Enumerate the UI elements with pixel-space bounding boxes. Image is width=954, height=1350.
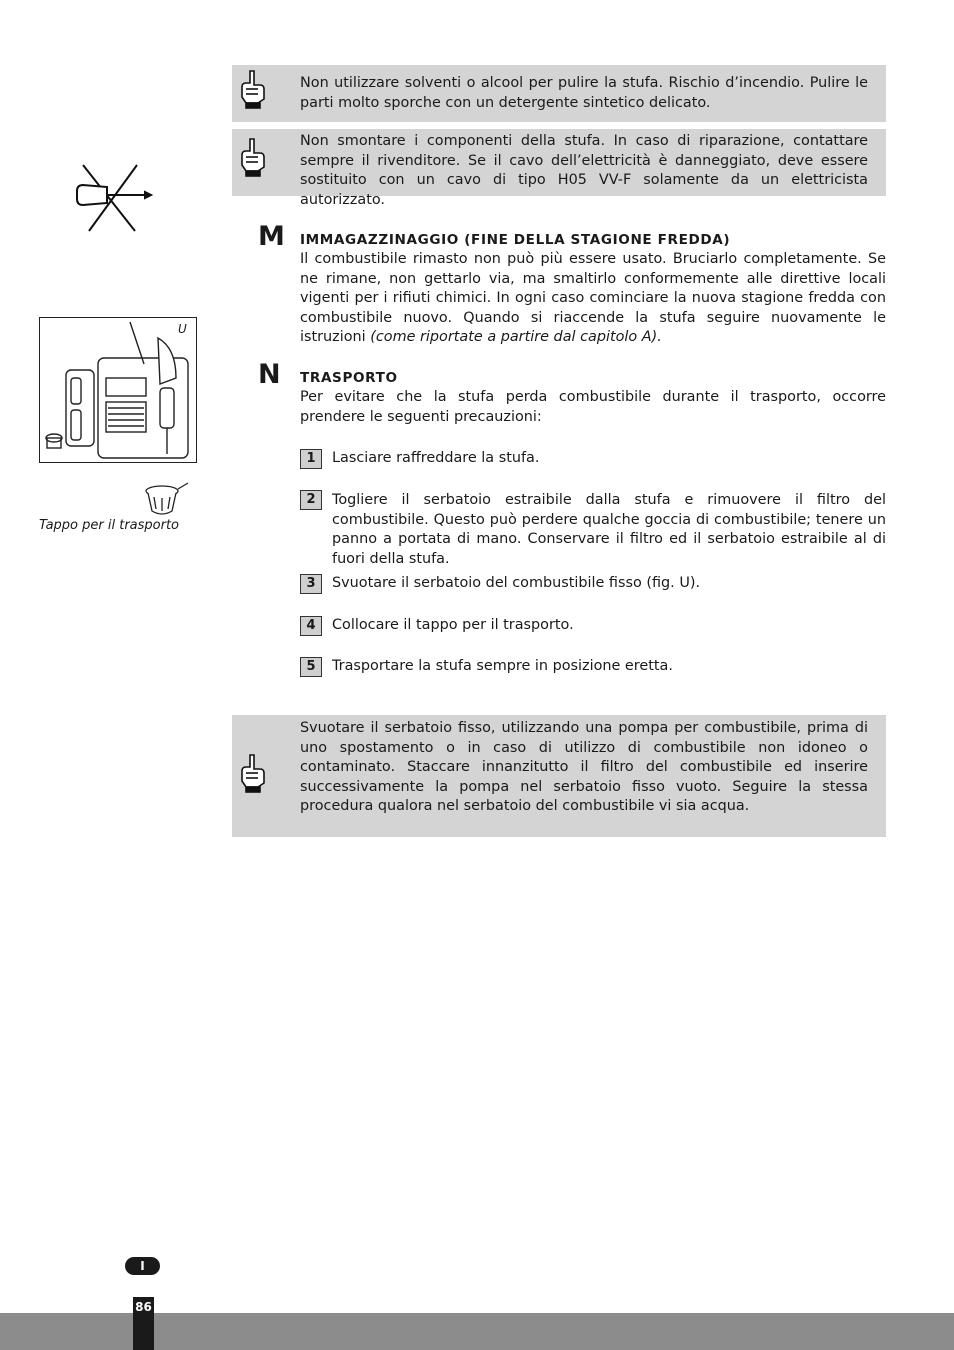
language-badge: I: [125, 1257, 160, 1275]
note-text: Svuotare il serbatoio fisso, utilizzando una pompa per combustibile, prima di uno spostamento o in caso di utilizzo di combustibile non idoneo o contaminato. Staccare innanzitutto il filtro del combustibile ed inserire successivamente la pompa nel serbatoio fisso vuoto. Seguire la stessa procedura qualora nel serbatoio del combustibile vi sia acqua.: [300, 720, 868, 815]
figure-u-stove-pump: [39, 317, 197, 463]
transport-cap-icon: [140, 481, 190, 521]
section-m-title: IMMAGAZZINAGGIO (FINE DELLA STAGIONE FREDDA): [300, 232, 731, 248]
section-n-title: TRASPORTO: [300, 370, 398, 386]
pointing-hand-icon: [238, 69, 266, 109]
step-text: Lasciare raffreddare la stufa.: [332, 450, 540, 466]
figure-u-label: U: [178, 322, 187, 336]
step-text: Svuotare il serbatoio del combustibile fisso (fig. U).: [332, 575, 701, 591]
step-number: 3: [300, 574, 322, 594]
note-text: Non smontare i componenti della stufa. In caso di riparazione, contattare sempre il rivenditore. Se il cavo dell’elettricità è danneggiato, deve essere sostituito con un cavo di tipo H05 VV-F solamente da un elettricista autorizzato.: [300, 133, 868, 208]
warning-note-pump: [232, 715, 886, 837]
step-number: 1: [300, 449, 322, 469]
pointing-hand-icon: [238, 753, 266, 793]
step-text: Collocare il tappo per il trasporto.: [332, 617, 574, 633]
transport-cap-caption: Tappo per il trasporto: [39, 518, 179, 533]
step-text: Trasportare la stufa sempre in posizione eretta.: [332, 658, 673, 674]
section-n-letter: N: [258, 359, 281, 390]
no-screwdriver-icon: [75, 163, 153, 233]
step-text: Togliere il serbatoio estraibile dalla stufa e rimuovere il filtro del combustibile. Questo può perdere qualche goccia di combustibile; tenere un panno a portata di mano. Conservare il filtro ed il serbatoio estraibile al di fuori della stufa.: [332, 492, 886, 567]
section-m-italic-text: (come riportate a partire dal capitolo A).: [370, 329, 662, 346]
section-m-letter: M: [258, 221, 285, 252]
stove-pump-illustration: [40, 318, 196, 462]
step-number: 2: [300, 490, 322, 510]
pointing-hand-icon: [238, 137, 266, 177]
note-text: Non utilizzare solventi o alcool per pulire la stufa. Rischio d’incendio. Pulire le parti molto sporche con un detergente sintetico delicato.: [300, 75, 868, 111]
step-number: 5: [300, 657, 322, 677]
section-n-body: Per evitare che la stufa perda combustibile durante il trasporto, occorre prendere le seguenti precauzioni:: [300, 389, 886, 425]
section-m-text: Il combustibile rimasto non può più essere usato. Bruciarlo completamente. Se ne rimane, non gettarlo via, ma smaltirlo conformemente alle direttive locali vigenti per i rifiuti chimici. In ogni caso cominciare la nuova stagione fredda con combustibile nuovo. Quando si riaccende la stufa seguire nuovamente le istruzioni: [300, 251, 886, 346]
warning-note-disassembly: [232, 129, 886, 208]
section-m-body: [300, 250, 886, 348]
warning-note-solvents: [232, 65, 886, 122]
page-number: 86: [135, 1300, 152, 1314]
step-number: 4: [300, 616, 322, 636]
